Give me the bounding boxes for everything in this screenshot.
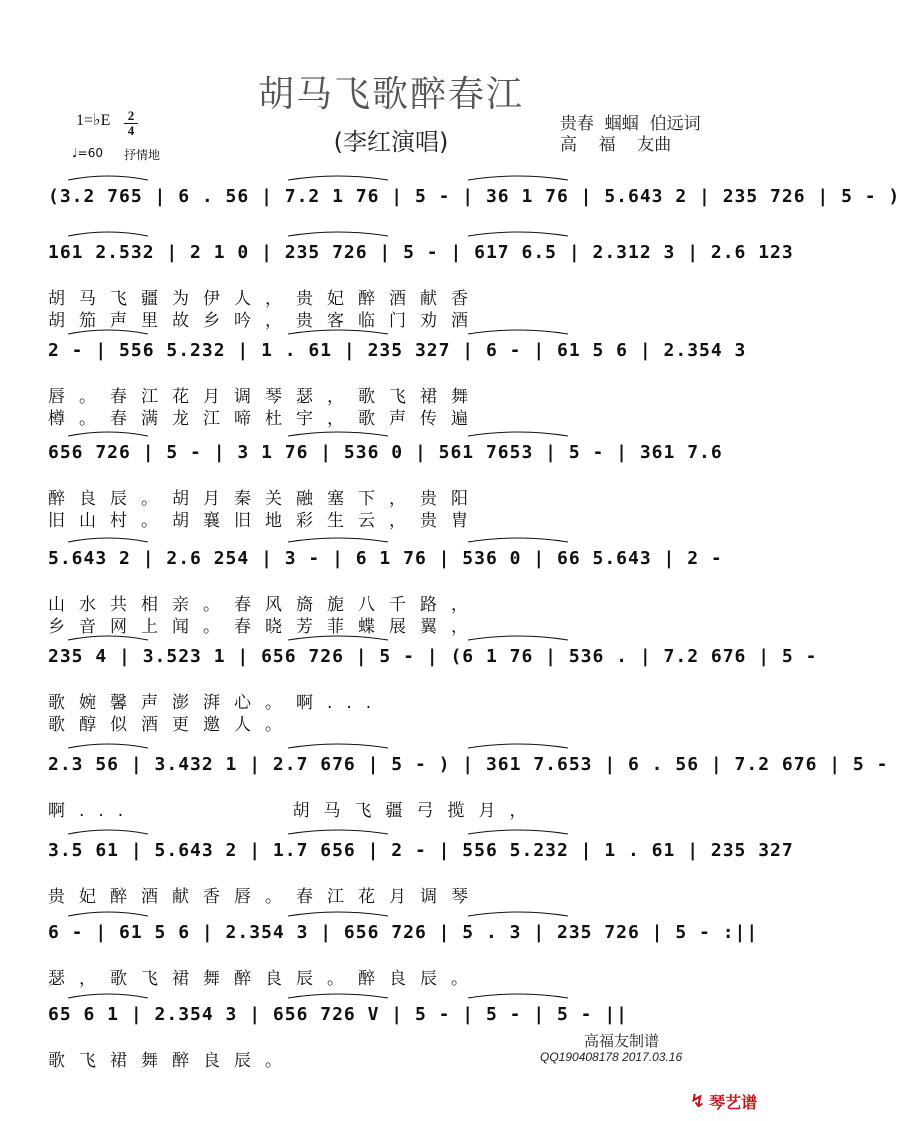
lyric-line: 胡笳声里故乡吟，贵客临门劝酒 [48, 311, 482, 331]
lyric-line: 歌醇似酒更邀人。 [48, 715, 296, 735]
lyric-line: 山水共相亲。春风旖旎八千路， [48, 595, 482, 615]
meter-bottom: 4 [127, 123, 135, 138]
composer-credit: 高 福 友曲 [560, 135, 672, 155]
lyric-line: 醉良辰。胡月秦关融塞下，贵阳 [48, 489, 482, 509]
notation-line: 5.643 2 | 2.6 254 | 3 - | 6 1 76 | 536 0 | 66 5.643 | 2 - [48, 547, 723, 569]
meter-top: 2 [127, 108, 135, 123]
credits [560, 114, 701, 156]
lyric-line: 贵妃醉酒献香唇。春江花月调琴 [48, 887, 482, 907]
mood-mark: 抒情地 [124, 148, 161, 162]
site-logo [690, 1090, 757, 1113]
notation-line: (3.2 765 | 6 . 56 | 7.2 1 76 | 5 - | 36 1 76 | 5.643 2 | 235 726 | 5 - ) [48, 185, 900, 207]
lyricist-credit: 贵春 蝈蝈 伯远词 [560, 114, 701, 134]
tempo-mark: ♩=60 [72, 146, 103, 160]
notation-line: 3.5 61 | 5.643 2 | 1.7 656 | 2 - | 556 5.232 | 1 . 61 | 235 327 [48, 839, 794, 861]
time-signature [124, 110, 138, 137]
logo-text: 琴艺谱 [709, 1093, 758, 1112]
lyric-line: 旧山村。胡襄旧地彩生云，贵胄 [48, 511, 482, 531]
song-subtitle: (李红演唱) [333, 128, 449, 156]
score-contact: QQ190408178 2017.03.16 [540, 1050, 683, 1064]
song-title: 胡马飞歌醉春江 [257, 74, 524, 115]
lyric-line: 歌婉馨声澎湃心。啊... [48, 693, 386, 713]
notation-line: 6 - | 61 5 6 | 2.354 3 | 656 726 | 5 . 3 | 235 726 | 5 - :|| [48, 921, 759, 943]
notation-line: 235 4 | 3.523 1 | 656 726 | 5 - | (6 1 76 | 536 . | 7.2 676 | 5 - [48, 645, 818, 667]
lyric-line: 乡音网上闻。春晓芳菲蝶展翼， [48, 617, 482, 637]
lyric-line: 歌飞裙舞醉良辰。 [48, 1051, 296, 1071]
notation-line: 2.3 56 | 3.432 1 | 2.7 676 | 5 - ) | 361 7.653 | 6 . 56 | 7.2 676 | 5 - [48, 753, 889, 775]
notation-line: 2 - | 556 5.232 | 1 . 61 | 235 327 | 6 - | 61 5 6 | 2.354 3 [48, 339, 747, 361]
logo-icon: ↯ [690, 1091, 706, 1112]
notation-line: 656 726 | 5 - | 3 1 76 | 536 0 | 561 7653 | 5 - | 361 7.6 [48, 441, 723, 463]
notation-line: 161 2.532 | 2 1 0 | 235 726 | 5 - | 617 6.5 | 2.312 3 | 2.6 123 [48, 241, 794, 263]
lyric-line: 胡马飞疆为伊人，贵妃醉酒献香 [48, 289, 482, 309]
lyric-line: 瑟，歌飞裙舞醉良辰。醉良辰。 [48, 969, 482, 989]
lyric-line: 樽。春满龙江啼杜宇，歌声传遍 [48, 409, 482, 429]
lyric-line: 唇。春江花月调琴瑟，歌飞裙舞 [48, 387, 482, 407]
score-maker: 高福友制谱 [584, 1032, 660, 1050]
lyric-line: 啊... 胡马飞疆弓揽月， [48, 801, 541, 821]
key-signature: 1=♭E [76, 112, 111, 129]
notation-line: 65 6 1 | 2.354 3 | 656 726 V | 5 - | 5 - | 5 - || [48, 1003, 629, 1025]
